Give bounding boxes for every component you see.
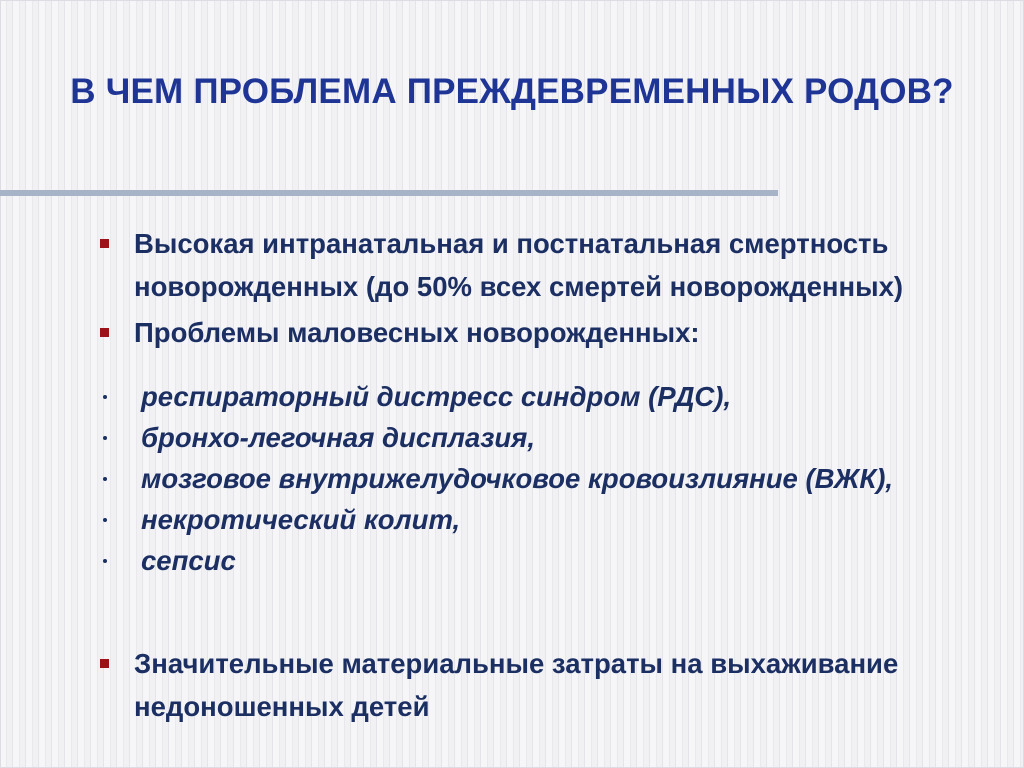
sub-list-item-text: сепсис bbox=[141, 545, 236, 576]
dot-bullet-icon bbox=[103, 436, 107, 440]
sub-list-item-text: респираторный дистресс синдром (РДС), bbox=[141, 381, 732, 412]
dot-bullet-icon bbox=[103, 395, 107, 399]
dot-bullet-icon bbox=[103, 477, 107, 481]
bullet-text-line: Значительные материальные затраты на выхаживание bbox=[134, 648, 899, 679]
slide-title: В ЧЕМ ПРОБЛЕМА ПРЕЖДЕВРЕМЕННЫХ РОДОВ? bbox=[70, 72, 954, 111]
sub-list-item bbox=[0, 540, 1024, 581]
bullet-text-line: недоношенных детей bbox=[134, 691, 430, 722]
bullet-text-line: Проблемы маловесных новорожденных: bbox=[134, 317, 700, 348]
sub-list-item bbox=[0, 376, 1024, 417]
square-bullet-icon bbox=[100, 239, 109, 248]
sub-list-item-text: мозговое внутрижелудочковое кровоизлияние (ВЖК), bbox=[141, 463, 894, 494]
sub-list-item bbox=[0, 499, 1024, 540]
sub-list-item bbox=[0, 458, 1024, 499]
dot-bullet-icon bbox=[103, 518, 107, 522]
square-bullet-icon bbox=[100, 659, 109, 668]
square-bullet-icon bbox=[100, 328, 109, 337]
title-divider bbox=[0, 190, 778, 196]
dot-bullet-icon bbox=[103, 559, 107, 563]
sub-list-item bbox=[0, 417, 1024, 458]
bullet-text-line: Высокая интранатальная и постнатальная смертность bbox=[134, 228, 889, 259]
sub-list-item-text: бронхо-легочная дисплазия, bbox=[141, 422, 535, 453]
sub-list-item-text: некротический колит, bbox=[141, 504, 461, 535]
bullet-text-line: новорожденных (до 50% всех смертей новорожденных) bbox=[134, 271, 904, 302]
